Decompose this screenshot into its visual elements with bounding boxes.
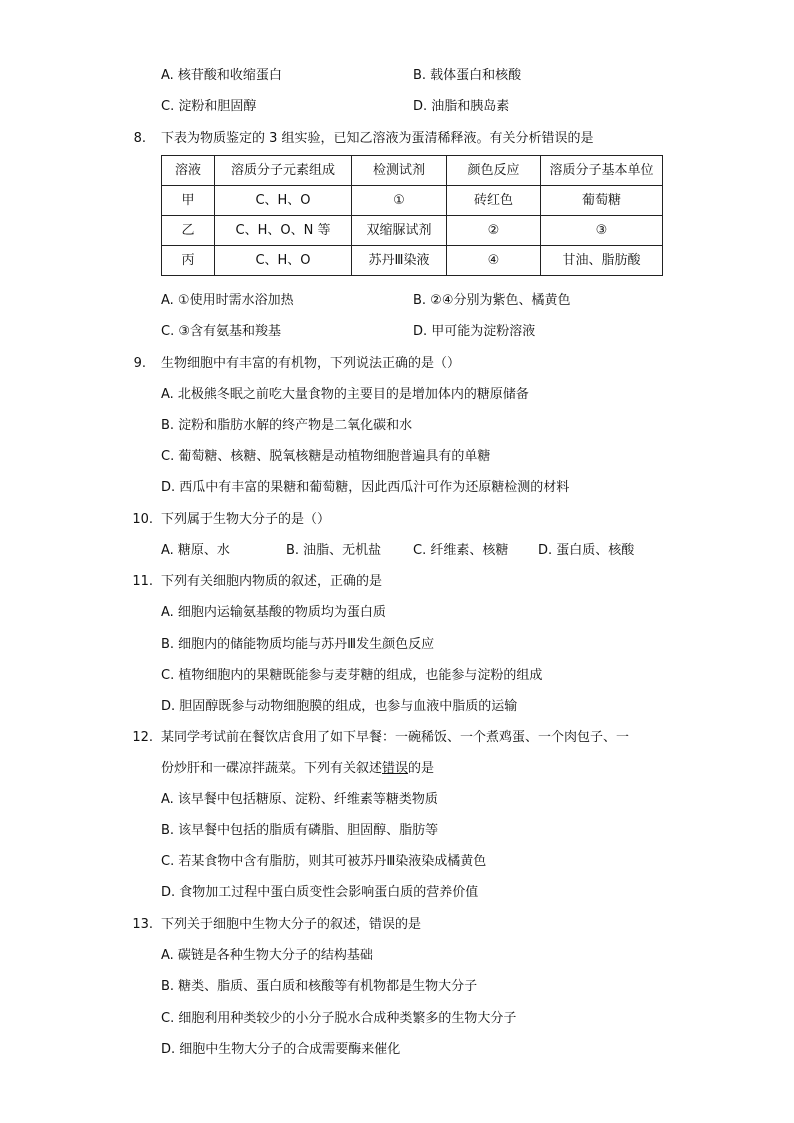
q8-number: 8. [133, 131, 146, 146]
table-header: 溶质分子元素组成 [215, 156, 352, 186]
q11-option-c: C. 植物细胞内的果糖既能参与麦芽糖的组成，也能参与淀粉的组成 [161, 668, 543, 683]
q9-option-b: B. 淀粉和脂肪水解的终产物是二氧化碳和水 [161, 418, 413, 433]
q12-option-b: B. 该早餐中包括的脂质有磷脂、胆固醇、脂肪等 [161, 823, 439, 838]
q8-option-b: B. ②④分别为紫色、橘黄色 [413, 293, 571, 308]
q13-stem: 下列关于细胞中生物大分子的叙述，错误的是 [161, 917, 422, 932]
q12-emphasis-wrong: 错误 [382, 761, 409, 776]
table-header: 溶质分子基本单位 [541, 156, 663, 186]
table-cell: 甘油、脂肪酸 [541, 246, 663, 276]
q12-option-d: D. 食物加工过程中蛋白质变性会影响蛋白质的营养价值 [161, 885, 479, 900]
q13-number: 13. [132, 917, 153, 932]
table-cell: 苏丹Ⅲ染液 [352, 246, 447, 276]
q9-option-d: D. 西瓜中有丰富的果糖和葡萄糖，因此西瓜汁可作为还原糖检测的材料 [161, 480, 570, 495]
q7-option-d: D. 油脂和胰岛素 [413, 99, 510, 114]
table-cell: ④ [447, 246, 541, 276]
q12-stem-line1: 某同学考试前在餐饮店食用了如下早餐：一碗稀饭、一个煮鸡蛋、一个肉包子、一 [161, 730, 630, 745]
q8-option-a: A. ①使用时需水浴加热 [161, 293, 294, 308]
table-cell: C、H、O、N 等 [215, 216, 352, 246]
table-header-row [162, 156, 663, 186]
table-cell: C、H、O [215, 186, 352, 216]
q12-option-c: C. 若某食物中含有脂肪，则其可被苏丹Ⅲ染液染成橘黄色 [161, 854, 487, 869]
table-cell: 葡萄糖 [541, 186, 663, 216]
table-cell: ② [447, 216, 541, 246]
q12-stem-end: 的是 [408, 761, 435, 776]
table-cell: 双缩脲试剂 [352, 216, 447, 246]
q9-option-a: A. 北极熊冬眠之前吃大量食物的主要目的是增加体内的糖原储备 [161, 387, 529, 402]
q12-stem-line2 [161, 760, 434, 778]
q7-option-a: A. 核苷酸和收缩蛋白 [161, 68, 282, 83]
q12-number: 12. [132, 730, 153, 745]
table-cell: 丙 [162, 246, 215, 276]
q9-stem: 生物细胞中有丰富的有机物，下列说法正确的是（） [161, 356, 461, 371]
table-header: 溶液 [162, 156, 215, 186]
q10-option-a: A. 糖原、水 [161, 543, 230, 558]
q7-option-b: B. 载体蛋白和核酸 [413, 68, 522, 83]
q13-option-d: D. 细胞中生物大分子的合成需要酶来催化 [161, 1042, 401, 1057]
q9-option-c: C. 葡萄糖、核糖、脱氧核糖是动植物细胞普遍具有的单糖 [161, 449, 491, 464]
q8-option-d: D. 甲可能为淀粉溶液 [413, 324, 536, 339]
q8-stem: 下表为物质鉴定的 3 组实验，已知乙溶液为蛋清稀释液。有关分析错误的是 [161, 131, 594, 146]
table-cell: ③ [541, 216, 663, 246]
q12-option-a: A. 该早餐中包括糖原、淀粉、纤维素等糖类物质 [161, 792, 438, 807]
q11-stem: 下列有关细胞内物质的叙述，正确的是 [161, 574, 383, 589]
table-cell: C、H、O [215, 246, 352, 276]
q11-option-d: D. 胆固醇既参与动物细胞膜的组成，也参与血液中脂质的运输 [161, 699, 518, 714]
table-cell: ① [352, 186, 447, 216]
table-header: 颜色反应 [447, 156, 541, 186]
table-cell: 乙 [162, 216, 215, 246]
table-cell: 甲 [162, 186, 215, 216]
q8-option-c: C. ③含有氨基和羧基 [161, 324, 281, 339]
q7-option-c: C. 淀粉和胆固醇 [161, 99, 257, 114]
q11-number: 11. [132, 574, 153, 589]
q11-option-b: B. 细胞内的储能物质均能与苏丹Ⅲ发生颜色反应 [161, 637, 435, 652]
table-row [162, 216, 663, 246]
table-cell: 砖红色 [447, 186, 541, 216]
q12-stem-text: 份炒肝和一碟凉拌蔬菜。下列有关叙述 [161, 761, 383, 776]
q10-stem: 下列属于生物大分子的是（） [161, 512, 331, 527]
q10-number: 10. [132, 512, 153, 527]
q8-table [161, 155, 663, 276]
table-row [162, 246, 663, 276]
table-row [162, 186, 663, 216]
q13-option-b: B. 糖类、脂质、蛋白质和核酸等有机物都是生物大分子 [161, 979, 478, 994]
q10-option-b: B. 油脂、无机盐 [286, 543, 382, 558]
q10-option-c: C. 纤维素、核糖 [413, 543, 509, 558]
table-header: 检测试剂 [352, 156, 447, 186]
q9-number: 9. [133, 356, 146, 371]
q13-option-a: A. 碳链是各种生物大分子的结构基础 [161, 948, 373, 963]
q13-option-c: C. 细胞利用种类较少的小分子脱水合成种类繁多的生物大分子 [161, 1011, 517, 1026]
q10-option-d: D. 蛋白质、核酸 [538, 543, 635, 558]
q11-option-a: A. 细胞内运输氨基酸的物质均为蛋白质 [161, 605, 386, 620]
